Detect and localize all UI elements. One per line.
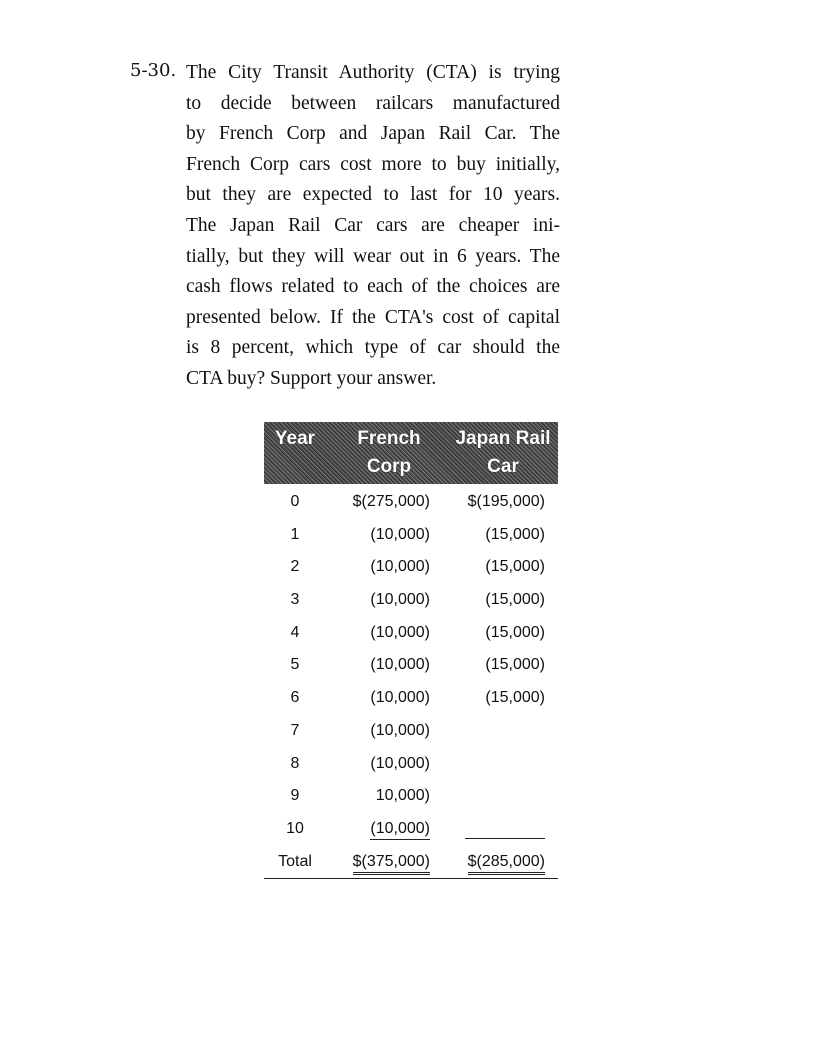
year-cell: 1 — [290, 525, 300, 543]
french-cell: (10,000) — [370, 754, 430, 772]
table-row — [264, 715, 558, 748]
table-row — [264, 649, 558, 682]
problem-text-line: The Japan Rail Car cars are cheaper ini- — [186, 214, 560, 236]
year-cell: 5 — [290, 656, 300, 674]
problem-text-line: to decide between railcars manufactured — [186, 92, 560, 114]
year-cell: 6 — [290, 689, 300, 707]
japan-cell: $(195,000) — [467, 493, 545, 510]
header-year: Year — [274, 428, 316, 449]
problem-text-line: but they are expected to last for 10 years. — [186, 184, 560, 206]
table-row — [264, 486, 558, 519]
total-label: Total — [278, 852, 312, 870]
year-cell: 7 — [290, 721, 300, 739]
japan-cell: (15,000) — [485, 525, 545, 543]
header-japan-1: Japan Rail — [455, 428, 551, 449]
japan-cell: (15,000) — [485, 591, 545, 609]
french-cell: (10,000) — [370, 656, 430, 674]
header-french-1: French — [357, 428, 421, 449]
problem-text-line: by French Corp and Japan Rail Car. The — [186, 123, 560, 145]
table-row — [264, 617, 558, 650]
total-japan: $(285,000) — [468, 852, 545, 875]
japan-cell: (15,000) — [485, 656, 545, 674]
year-cell: 2 — [290, 558, 300, 576]
french-cell: $(275,000) — [352, 493, 430, 510]
table-row — [264, 748, 558, 781]
table-header — [264, 422, 558, 484]
problem-text — [186, 60, 560, 397]
total-french: $(375,000) — [353, 852, 430, 875]
total-row — [264, 846, 558, 879]
problem-number: 5-30. — [130, 60, 177, 81]
header-french-2: Corp — [366, 456, 412, 477]
problem-text-line: presented below. If the CTA's cost of capital — [186, 306, 560, 328]
japan-cell: (15,000) — [485, 623, 545, 641]
table-row — [264, 780, 558, 813]
problem-text-line: is 8 percent, which type of car should the — [186, 337, 560, 359]
french-cell: (10,000) — [370, 689, 430, 707]
problem-text-line: tially, but they will wear out in 6 years. The — [186, 245, 560, 267]
french-cell: 10,000) — [375, 787, 430, 805]
header-japan-2: Car — [487, 456, 519, 477]
year-cell: 8 — [290, 754, 300, 772]
french-cell: (10,000) — [370, 819, 430, 840]
french-cell: (10,000) — [370, 525, 430, 543]
french-cell: (10,000) — [370, 721, 430, 739]
cash-flow-table — [264, 422, 558, 879]
table-row — [264, 813, 558, 846]
japan-underline — [465, 838, 545, 839]
year-cell: 10 — [286, 819, 304, 837]
year-cell: 3 — [290, 591, 300, 609]
french-cell: (10,000) — [370, 591, 430, 609]
year-cell: 0 — [290, 493, 300, 510]
year-cell: 9 — [290, 787, 300, 805]
french-cell: (10,000) — [370, 623, 430, 641]
table-row — [264, 551, 558, 584]
problem-text-line: The City Transit Authority (CTA) is trying — [186, 62, 560, 83]
problem-text-line: cash flows related to each of the choices are — [186, 276, 560, 298]
table-row — [264, 519, 558, 552]
japan-cell: (15,000) — [485, 558, 545, 576]
table-bottom-rule — [264, 878, 558, 879]
problem-text-line: CTA buy? Support your answer. — [186, 367, 437, 389]
problem-text-line: French Corp cars cost more to buy initially, — [186, 153, 560, 175]
table-row — [264, 584, 558, 617]
year-cell: 4 — [290, 623, 300, 641]
french-cell: (10,000) — [370, 558, 430, 576]
table-row — [264, 682, 558, 715]
japan-cell: (15,000) — [485, 689, 545, 707]
